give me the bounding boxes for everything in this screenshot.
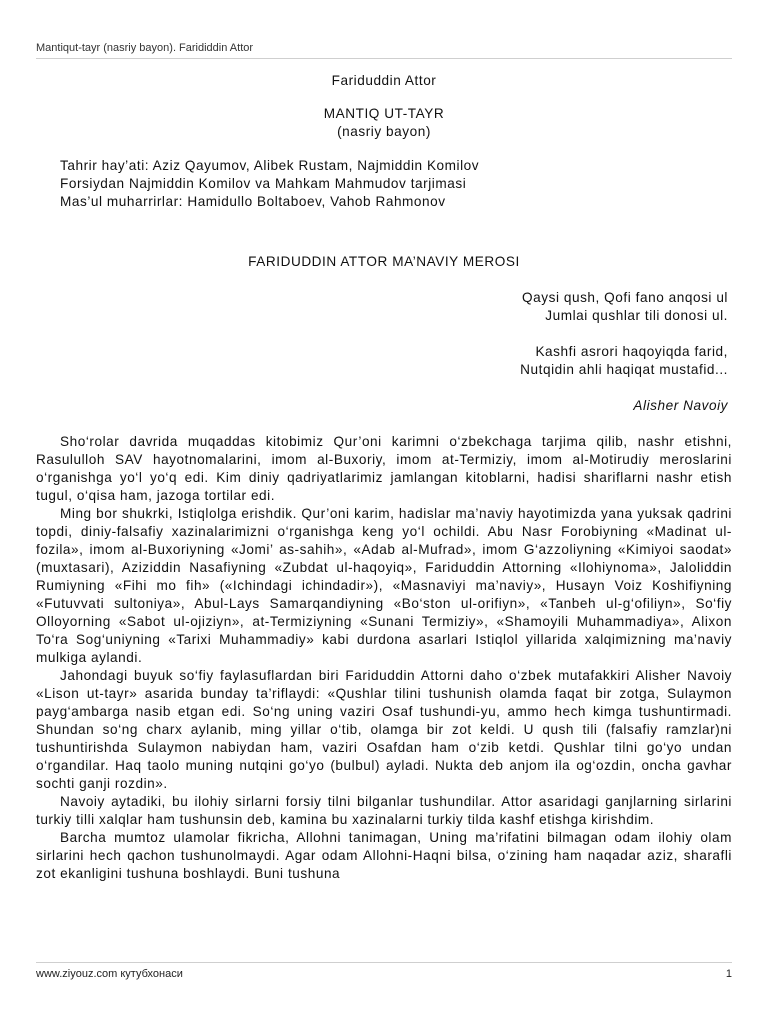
book-subtitle: (nasriy bayon)	[337, 124, 431, 139]
section-title: FARIDUDDIN ATTOR MA’NAVIY MEROSI	[248, 254, 520, 269]
page-content	[36, 72, 732, 883]
running-header-title: Mantiqut-tayr (nasriy bayon). Farididdin Attor	[36, 42, 254, 54]
paragraph: Sho‘rolar davrida muqaddas kitobimiz Qur’oni karimni o‘zbekchaga tarjima qilib, nashr etishni, Rasululloh SAV hayotnomalarini, imom al-Buxoriy, imom at-Termiziy, imom al-Motirudiy meroslarini o‘rganishga yo‘l yo‘q edi. Kim diniy qadriyatlarimiz jamlangan kitoblarni, hadisi shariflarni nashr etish tugul, o‘qisa ham, jazoga tortilar edi.	[36, 434, 732, 503]
epigraph-line: Nutqidin ahli haqiqat mustafid...	[520, 362, 728, 377]
paragraph: Barcha mumtoz ulamolar fikricha, Allohni tanimagan, Uning ma’rifatini bilmagan odam ilohiy olam sirlarini hech qachon tushunolmaydi. Agar odam Allohni-Haqni bilsa, o‘zining ham naqadar aziz, sharafli zot ekanligini tushuna boshlaydi. Buni tushuna	[36, 830, 732, 881]
running-footer	[36, 962, 732, 980]
book-author: Fariduddin Attor	[331, 73, 437, 88]
running-header	[36, 42, 732, 59]
epigraph-stanza	[36, 343, 728, 379]
credit-line-responsible-editors: Mas’ul muharrirlar: Hamidullo Boltaboev, Vahob Rahmonov	[60, 194, 446, 209]
epigraph-line: Qaysi qush, Qofi fano anqosi ul	[522, 290, 728, 305]
page-number: 1	[725, 968, 732, 980]
paragraph: Jahondagi buyuk so‘fiy faylasuflardan biri Fariduddin Attorni daho o‘zbek mutafakkiri Alisher Navoiy «Lison ut-tayr» asarida bunday ta’riflaydi: «Qushlar tilini tushunish olamda faqat bir zotga, Sulaymon payg‘ambarga nasib etgan edi. So‘ng uning vaziri Osaf tushundi-yu, ammo hech kimga tushuntirmadi. Shundan so‘ng charx aylanib, ming yillar o‘tib, olamga bir zot keldi. U qush tili (falsafiy ramzlar)ni tushuntirishda Sulaymon nabiydan ham, vaziri Osafdan ham o‘zib ketdi. Qushlar tilni go‘yo undan o‘rgandilar. Haq taolo muning nutqini go‘yo (bulbul) ayladi. Nukta deb anjom ila og‘ozdin, oncha gavhar sochti ganji rozdin».	[36, 668, 732, 791]
epigraph-stanza	[36, 289, 728, 325]
epigraph-line: Jumlai qushlar tili donosi ul.	[545, 308, 728, 323]
credit-line-editorial-board: Tahrir hay’ati: Aziz Qayumov, Alibek Rustam, Najmiddin Komilov	[60, 158, 480, 173]
credit-line-translators: Forsiydan Najmiddin Komilov va Mahkam Mahmudov tarjimasi	[60, 176, 467, 191]
book-title: MANTIQ UT-TAYR	[323, 106, 445, 121]
footer-source: www.ziyouz.com кутубхонаси	[36, 968, 183, 980]
epigraph	[36, 289, 732, 415]
epigraph-line: Kashfi asrori haqoyiqda farid,	[535, 344, 728, 359]
credits-block	[36, 157, 732, 211]
epigraph-author: Alisher Navoiy	[633, 398, 728, 413]
body-text	[36, 433, 732, 883]
paragraph: Navoiy aytadiki, bu ilohiy sirlarni forsiy tilni bilganlar tushundilar. Attor asaridagi ganjlarning sirlarini turkiy tilli xalqlar ham tushunsin deb, kamina bu xazinalarni turkiy tilda kashf etishga kirishdim.	[36, 794, 732, 827]
paragraph: Ming bor shukrki, Istiqlolga erishdik. Qur’oni karim, hadislar ma’naviy hayotimizda yana yuksak qadrini topdi, diniy-falsafiy xazinalarimizni o‘rganishga keng yo‘l ochildi. Abu Nasr Forobiyning «Madinat ul-fozila», imom al-Buxoriyning «Jomi’ as-sahih», «Adab al-Mufrad», imom G‘azzoliyning «Kimiyoi saodat» (muxtasari), Aziziddin Nasafiyning «Zubdat ul-haqoyiq», Fariduddin Attorning «Ilohiynoma», Jaloliddin Rumiyning «Fihi mo fih» («Ichindagi ichindadir»), «Masnaviyi ma’naviy», Husayn Voiz Koshifiyning «Futuvvati sultoniya», Abul-Lays Samarqandiyning «Bo‘ston ul-orifiyn», «Tanbeh ul-g‘ofiliyn», So‘fiy Olloyorning «Sabot ul-ojiziyn», at-Termiziyning «Sunani Termiziy», «Shamoyili Muhammadiya», Alixon To‘ra Sog‘uniyning «Tarixi Muhammadiy» kabi durdona asarlari Istiqlol yillarida xalqimizning ma’naviy mulkiga aylandi.	[36, 506, 732, 665]
